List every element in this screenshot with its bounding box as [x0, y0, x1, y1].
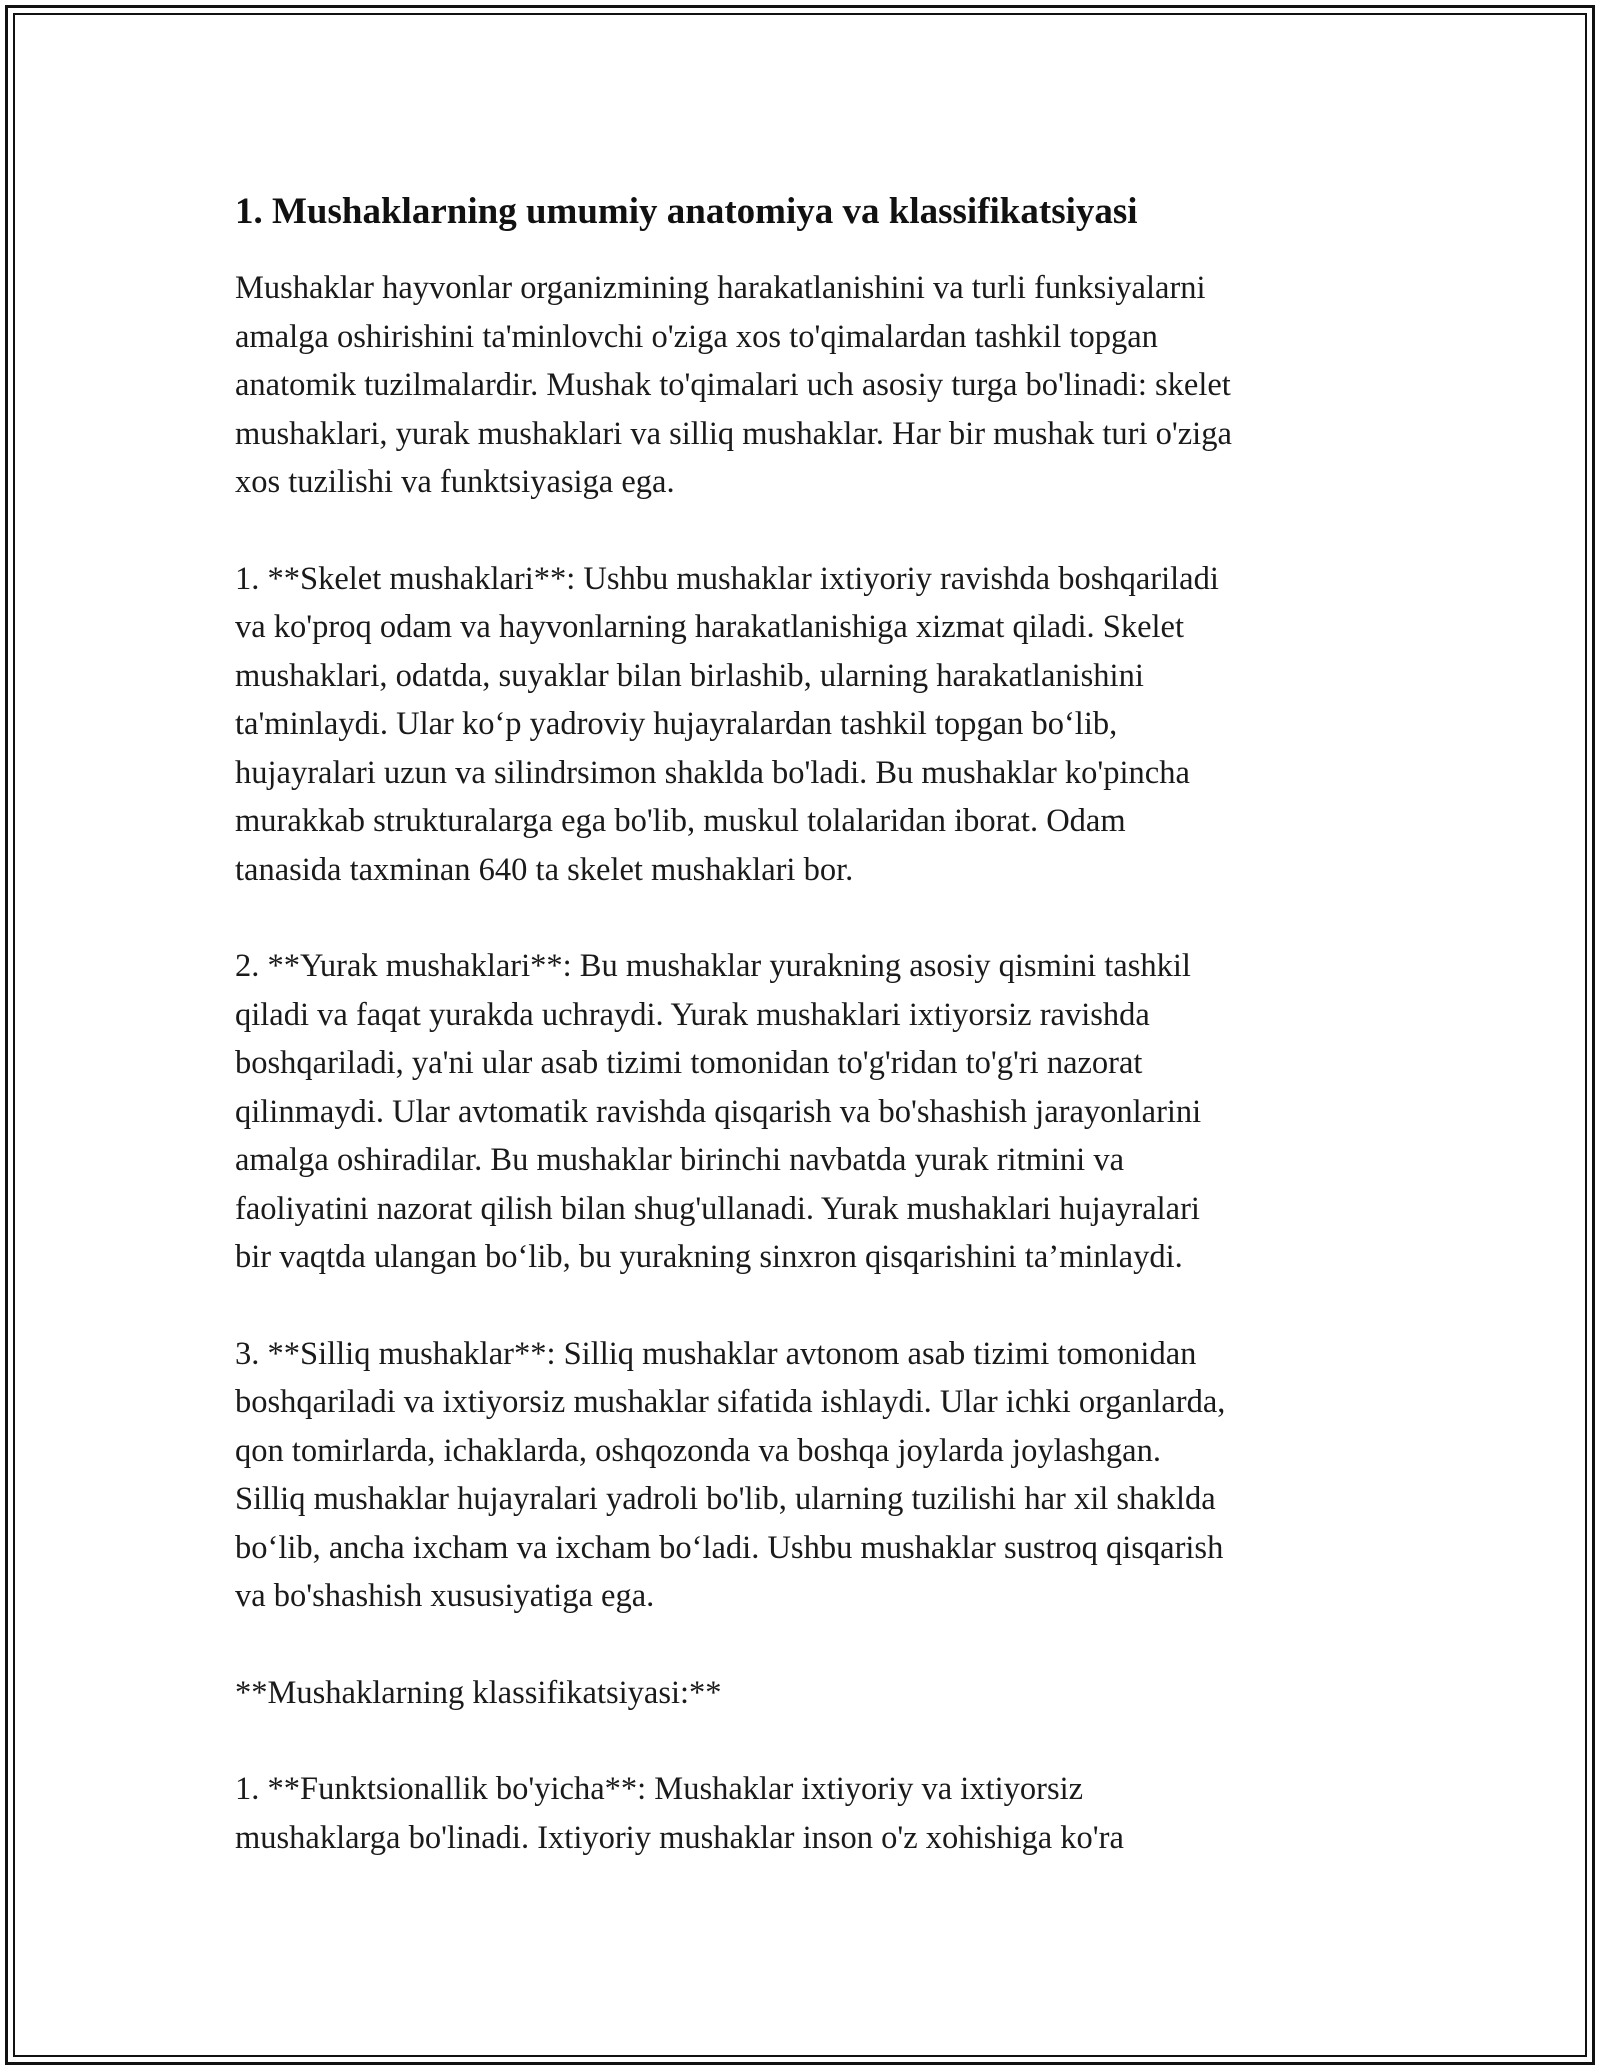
text-line: mushaklarga bo'linadi. Ixtiyoriy mushaklar inson o'z xohishiga ko'ra [235, 1819, 1124, 1856]
text-line: qiladi va faqat yurakda uchraydi. Yurak mushaklari ixtiyorsiz ravishda [235, 996, 1150, 1033]
text-line: 1. **Skelet mushaklari**: Ushbu mushaklar ixtiyoriy ravishda boshqariladi [235, 560, 1219, 597]
text-line: xos tuzilishi va funktsiyasiga ega. [235, 464, 675, 500]
text-line: 2. **Yurak mushaklari**: Bu mushaklar yurakning asosiy qismini tashkil [235, 948, 1191, 984]
skeletal-muscle-paragraph [235, 555, 1385, 895]
page-title: 1. Mushaklarning umumiy anatomiya va klassifikatsiyasi [235, 191, 1138, 232]
functional-classification-paragraph [235, 1765, 1385, 1862]
text-line: 1. **Funktsionallik bo'yicha**: Mushaklar ixtiyoriy va ixtiyorsiz [235, 1771, 1084, 1807]
text-line: hujayralari uzun va silindrsimon shaklda bo'ladi. Bu mushaklar ko'pincha [235, 754, 1190, 791]
text-line: va bo'shashish xususiyatiga ega. [235, 1578, 655, 1614]
text-line: qon tomirlarda, ichaklarda, oshqozonda va boshqa joylarda joylashgan. [235, 1432, 1161, 1469]
text-line: bir vaqtda ulangan bo‘lib, bu yurakning sinxron qisqarishini ta’minlaydi. [235, 1239, 1183, 1275]
smooth-muscle-paragraph [235, 1330, 1385, 1621]
cardiac-muscle-paragraph [235, 942, 1385, 1282]
text-line: anatomik tuzilmalardir. Mushak to'qimalari uch asosiy turga bo'linadi: skelet [235, 367, 1231, 403]
document-body [235, 186, 1385, 1910]
text-line: ta'minlaydi. Ular ko‘p yadroviy hujayralardan tashkil topgan bo‘lib, [235, 706, 1118, 742]
text-line: amalga oshiradilar. Bu mushaklar birinchi navbatda yurak ritmini va [235, 1142, 1124, 1178]
text-line: va ko'proq odam va hayvonlarning harakatlanishiga xizmat qiladi. Skelet [235, 609, 1184, 645]
text-line: boshqariladi va ixtiyorsiz mushaklar sifatida ishlaydi. Ular ichki organlarda, [235, 1384, 1226, 1420]
text-line: amalga oshirishini ta'minlovchi o'ziga xos to'qimalardan tashkil topgan [235, 318, 1158, 355]
text-line: mushaklari, yurak mushaklari va silliq mushaklar. Har bir mushak turi o'ziga [235, 415, 1232, 452]
text-line: boshqariladi, ya'ni ular asab tizimi tomonidan to'g'ridan to'g'ri nazorat [235, 1045, 1143, 1081]
text-line: **Mushaklarning klassifikatsiyasi:** [235, 1674, 722, 1711]
text-line: murakkab strukturalarga ega bo'lib, muskul tolalaridan iborat. Odam [235, 803, 1126, 839]
text-line: Silliq mushaklar hujayralari yadroli bo'lib, ularning tuzilishi har xil shaklda [235, 1481, 1216, 1517]
text-line: tanasida taxminan 640 ta skelet mushaklari bor. [235, 851, 854, 888]
text-line: faoliyatini nazorat qilish bilan shug'ullanadi. Yurak mushaklari hujayralari [235, 1190, 1200, 1227]
text-line: qilinmaydi. Ular avtomatik ravishda qisqarish va bo'shashish jarayonlarini [235, 1093, 1202, 1130]
text-line: Mushaklar hayvonlar organizmining harakatlanishini va turli funksiyalarni [235, 270, 1206, 306]
text-line: 3. **Silliq mushaklar**: Silliq mushaklar avtonom asab tizimi tomonidan [235, 1335, 1197, 1372]
text-line: bo‘lib, ancha ixcham va ixcham bo‘ladi. Ushbu mushaklar sustroq qisqarish [235, 1529, 1224, 1566]
classification-heading [235, 1669, 1385, 1718]
text-line: mushaklari, odatda, suyaklar bilan birlashib, ularning harakatlanishini [235, 657, 1144, 694]
intro-paragraph [235, 264, 1385, 507]
